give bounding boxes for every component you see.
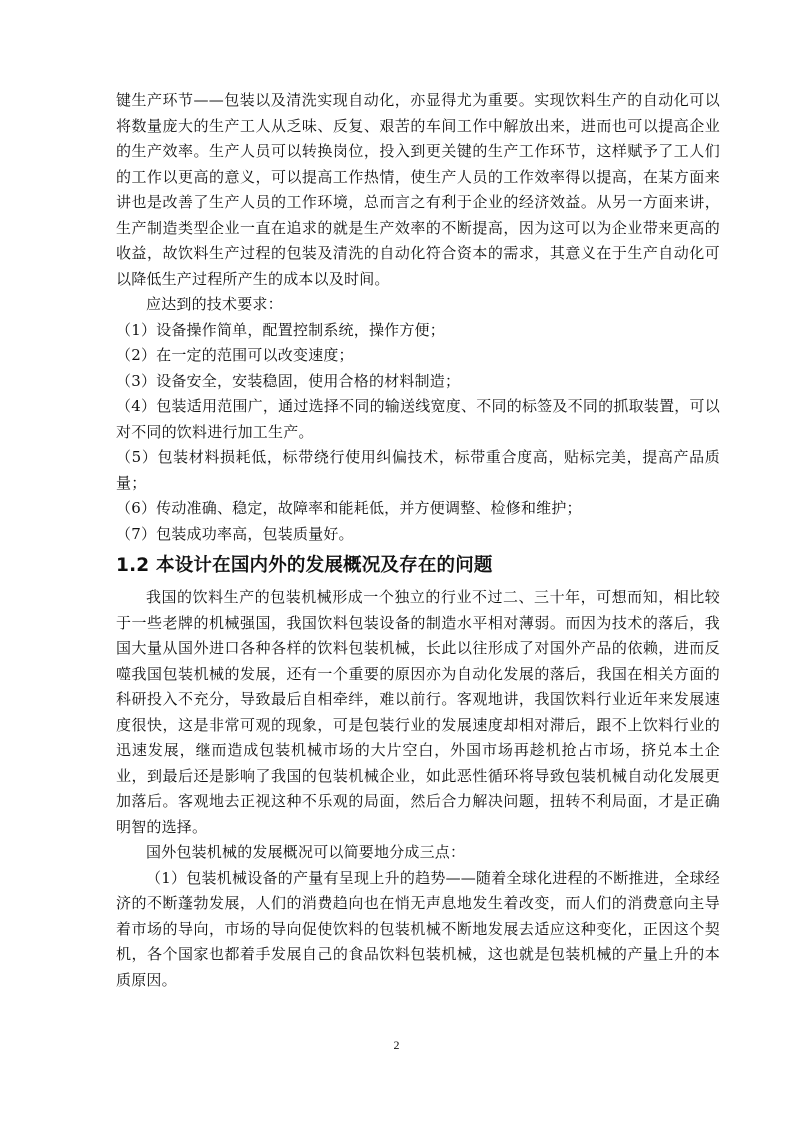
page-number: 2 [393, 1038, 400, 1052]
requirement-item-7: （7）包装成功率高，包装质量好。 [116, 524, 354, 543]
requirement-item-6: （6）传动准确、稳定，故障率和能耗低，并方便调整、检修和维护； [116, 499, 582, 517]
requirement-item-2: （2）在一定的范围可以改变速度； [116, 346, 354, 364]
body-paragraph-foreign-point-1: （1）包装机械设备的产量有呈现上升的趋势——随着全球化进程的不断推进，全球经济的不断蓬勃发展，人们的消费趋向也在悄无声息地发生着改变，而人们的消费意向主导着市场的导向，市场的导向促使饮料的包装机械不断地发展去适应这种变化，正因这个契机，各个国家也都着手发展自己的食品饮料包装机械，这也就是包装机械的产量上升的本质原因。 [116, 868, 720, 989]
requirement-item-4: （4）包装适用范围广，通过选择不同的输送线宽度、不同的标签及不同的抓取装置，可以对不同的饮料进行加工生产。 [116, 397, 720, 441]
section-heading: 1.2 本设计在国内外的发展概况及存在的问题 [116, 555, 493, 576]
body-paragraph-foreign-intro: 国外包装机械的发展概况可以简要地分成三点： [146, 843, 466, 861]
body-paragraph-continued: 键生产环节——包装以及清洗实现自动化，亦显得尤为重要。实现饮料生产的自动化可以将数量庞大的生产工人从乏味、反复、艰苦的车间工作中解放出来，进而也可以提高企业的生产效率。生产人员可以转换岗位，投入到更关键的生产工作环节，这样赋予了工人们的工作以更高的意义，可以提高工作热情，使生产人员的工作效率得以提高，在某方面来讲也是改善了生产人员的工作环境，总而言之有利于企业的经济效益。从另一方面来讲，生产制造类型企业一直在追求的就是生产效率的不断提高，因为这可以为企业带来更高的收益，故饮料生产过程的包装及清洗的自动化符合资本的需求，其意义在于生产自动化可以降低生产过程所产生的成本以及时间。 [116, 91, 720, 288]
page-body [116, 88, 720, 993]
requirement-item-3: （3）设备安全，安装稳固，使用合格的材料制造； [116, 371, 461, 390]
body-paragraph-domestic: 我国的饮料生产的包装机械形成一个独立的行业不过二、三十年，可想而知，相比较于一些老牌的机械强国，我国饮料包装设备的制造水平相对薄弱。而因为技术的落后，我国大量从国外进口各种各样的饮料包装机械，长此以往形成了对国外产品的依赖，进而反噬我国包装机械的发展，还有一个重要的原因亦为自动化发展的落后，我国在相关方面的科研投入不充分，导致最后自相牵绊，难以前行。客观地讲，我国饮料行业近年来发展速度很快，这是非常可观的现象，可是包装行业的发展速度却相对滞后，跟不上饮料行业的迅速发展，继而造成包装机械市场的大片空白，外国市场再趁机抢占市场，挤兑本土企业，到最后还是影响了我国的包装机械企业，如此恶性循环将导致包装机械自动化发展更加落后。客观地去正视这种不乐观的局面，然后合力解决问题，扭转不利局面，才是正确明智的选择。 [116, 588, 720, 836]
requirement-item-5: （5）包装材料损耗低，标带绕行使用纠偏技术，标带重合度高，贴标完美，提高产品质量； [116, 448, 720, 492]
requirement-item-1: （1）设备操作简单，配置控制系统，操作方便； [116, 320, 445, 339]
requirements-intro: 应达到的技术要求： [146, 295, 283, 313]
